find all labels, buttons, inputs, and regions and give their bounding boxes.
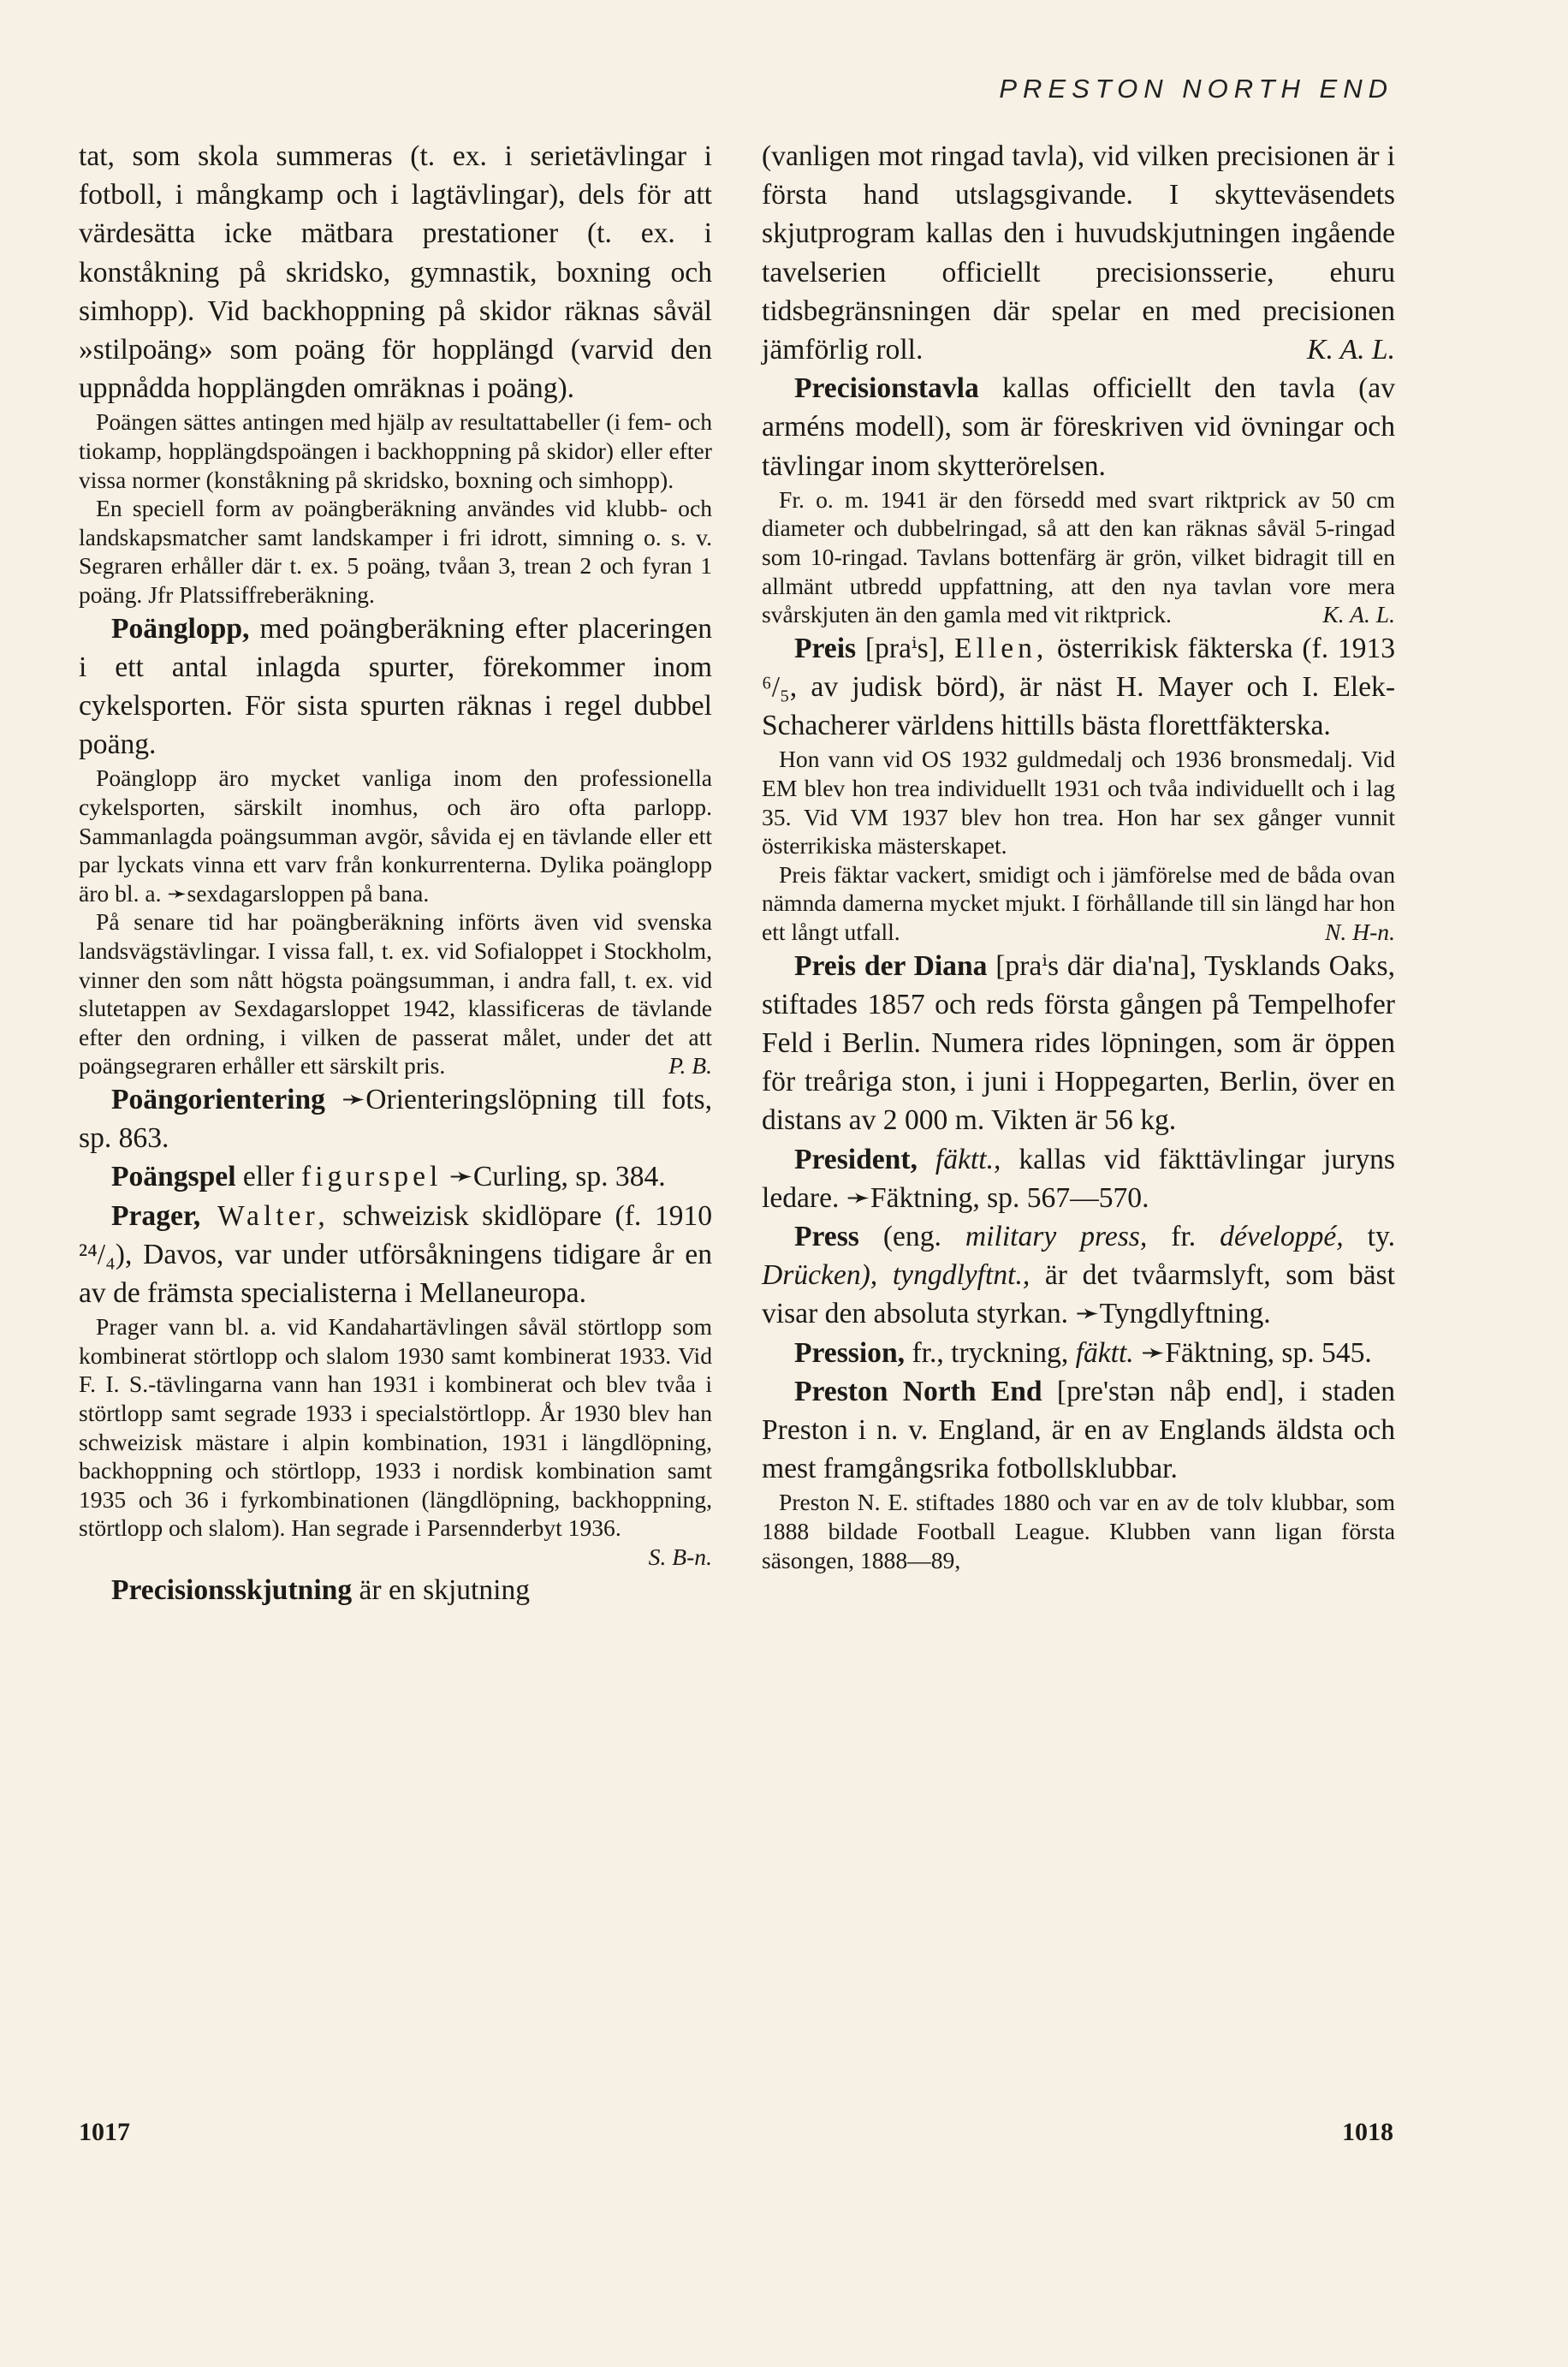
headword-poangorientering: Poängorientering: [111, 1083, 325, 1115]
press-b: fr.: [1147, 1220, 1221, 1252]
press-fr: développé,: [1220, 1220, 1344, 1252]
preis-name: Ellen,: [954, 632, 1048, 664]
precisionsskjutning-cont-text: (vanligen mot ringad tavla), vid vilken precisionen är i första hand utslagsgivande. I skytteväsendets skjutprogram kallas den i huvudskjutningen ingående tavelserien officiellt precisionsserie, ehuru tidsbegränsningen där spelar en med precisionen jämförlig roll.: [762, 140, 1395, 366]
press-eng: military press,: [965, 1220, 1148, 1252]
president-text: kallas vid fäkttävlingar juryns ledare. ➛Fäktning, sp. 567—570.: [762, 1143, 1395, 1214]
precisionsskjutning-text: är en skjutning: [352, 1574, 531, 1607]
headword-preis-der-diana: Preis der Diana: [794, 949, 988, 982]
prager-note: [79, 1312, 712, 1571]
preis-note-2: [762, 860, 1395, 947]
signature-kal-2: K. A. L.: [1322, 601, 1395, 628]
poang-note-2: En speciell form av poängberäkning användes vid klubb- och landskapsmatcher samt landskamper i fri idrott, simning o. s. v. Segraren erhåller där t. ex. 5 poäng, tvåan 3, trean 2 och fyran 1 poäng. Jfr Platssiffreberäkning.: [79, 495, 712, 608]
page-number-left: 1017: [79, 2118, 130, 2146]
prager-note-text: Prager vann bl. a. vid Kandahartävlingen såväl störtlopp som kombinerat störtlopp och slalom 1930 samt kombinerat 1933. Vid F. I. S.-tävlingarna vann han 1931 i kombinerat och blev tvåa i störtlopp samt segrade 1933 i specialstörtlopp. År 1930 blev han schweizisk mästare i alpin kombination, 1931 i längdlöpning, backhoppning och störtlopp, 1933 i nordisk kombination samt 1935 och 36 i fyrkombinationen (längdlöpning, backhoppning, störtlopp och slalom). Han segrade i Parsennderbyt 1936.: [79, 1313, 712, 1542]
press-ty: Drücken),: [762, 1259, 878, 1292]
prager-text: schweizisk skidlöpare (f. 1910 ²⁴/₄), Davos, var under utförsåkningens tidigare år en av de främsta specialisterna i Mellaneuropa.: [79, 1199, 712, 1309]
pression-abbr: fäktt.: [1075, 1336, 1134, 1369]
right-column: [762, 137, 1395, 1574]
poanglopp-note-1: Poänglopp äro mycket vanliga inom den professionella cykelsporten, särskilt inomhus, och äro ofta parlopp. Sammanlagda poängsumman avgör, såvida ej en tävlande eller ett par lyckats vinna ett varv från konkurrenterna. Dylika poänglopp äro bl. a. ➛sexdagarsloppen på bana.: [79, 764, 712, 907]
poangspel-text-2: ➛Curling, sp. 384.: [442, 1161, 666, 1193]
press-a: (eng.: [858, 1220, 965, 1252]
headword-preis: Preis: [794, 632, 857, 664]
entry-preis-der-diana: [762, 947, 1395, 1140]
precisionstavla-note-text: Fr. o. m. 1941 är den försedd med svart riktprick av 50 cm diameter och dubbelringad, så att den kan räknas såväl 5-ringad som 10-ringad. Tavlans bottenfärg är grön, vilket bidragit till en allmänt utbredd uppfattning, att den nya tavlan vore mera svårskjuten än den gamla med vit riktprick.: [762, 485, 1395, 628]
preis-note-1: Hon vann vid OS 1932 guldmedalj och 1936 bronsmedalj. Vid EM blev hon trea individuellt 1931 och tvåa individuellt och i lag 35. Vid VM 1937 blev hon trea. Hon har sex gånger vunnit österrikiska mästerskapet.: [762, 746, 1395, 859]
entry-press: [762, 1217, 1395, 1334]
headword-pression: Pression,: [794, 1336, 906, 1369]
preston-north-end-text: [pre'stən nåþ end], i staden Preston i n. v. England, är en av Englands äldsta och mest framgångsrika fotbollsklubbar.: [762, 1375, 1395, 1485]
precisionstavla-text: kallas officiellt den tavla (av arméns modell), som är föreskriven vid övningar och tävlingar inom skytterörelsen.: [762, 372, 1395, 482]
preis-der-diana-text: [praⁱs där dia'na], Tysklands Oaks, stiftades 1857 och reds första gången på Tempelhofer Feld i Berlin. Numera rides löpningen, som är öppen för treåriga ston, i juni i Hoppegarten, Berlin, över en distans av 2 000 m. Vikten är 56 kg.: [762, 949, 1395, 1137]
poang-continuation: tat, som skola summeras (t. ex. i serietävlingar i fotboll, i mångkamp och i lagtävlingar), dels för att värdesätta icke mätbara prestationer (t. ex. i konståkning på skridsko, gymnastik, boxning och simhopp). Vid backhoppning på skidor räknas såväl »stilpoäng» som poäng för hopplängd (varvid den uppnådda hopplängden omräknas i poäng).: [79, 140, 712, 405]
prager-name: Walter,: [200, 1199, 330, 1232]
headword-poanglopp: Poänglopp,: [111, 612, 250, 645]
poangspel-text-1: eller: [235, 1161, 301, 1193]
press-c: ty.: [1343, 1220, 1395, 1252]
signature-kal-1: K. A. L.: [1307, 334, 1395, 366]
preis-text: österrikisk fäkterska (f. 1913 ⁶/₅, av judisk börd), är näst H. Mayer och I. Elek-Schacherer världens hittills bästa florettfäkterska.: [762, 632, 1395, 742]
page-number-right: 1018: [1342, 2118, 1393, 2146]
preis-note-2-text: Preis fäktar vackert, smidigt och i jämförelse med de båda ovan nämnda damerna mycket mjukt. I förhållande till sin längd har hon ett långt utfall.: [762, 860, 1395, 945]
preis-pronunciation: [praⁱs],: [856, 632, 955, 664]
poangspel-spaced: figurspel: [300, 1161, 442, 1193]
pression-a: fr., tryckning,: [905, 1336, 1076, 1369]
pression-b: ➛Fäktning, sp. 545.: [1133, 1336, 1372, 1369]
running-head: PRESTON NORTH END: [999, 74, 1393, 104]
press-d: [877, 1259, 893, 1291]
entry-prager: [79, 1197, 712, 1313]
headword-precisionstavla: Precisionstavla: [794, 372, 979, 405]
precisionstavla-note: [762, 485, 1395, 629]
signature-pb: P. B.: [668, 1052, 712, 1079]
signature-nhn: N. H-n.: [1324, 918, 1395, 945]
headword-press: Press: [794, 1220, 859, 1252]
poanglopp-note-2: [79, 907, 712, 1080]
entry-poanglopp: [79, 610, 712, 764]
president-abbr: fäktt.,: [917, 1143, 1001, 1175]
entry-poangspel: [79, 1157, 712, 1196]
entry-president: [762, 1140, 1395, 1217]
entry-pression: [762, 1334, 1395, 1372]
poanglopp-note-2-text: På senare tid har poängberäkning införts även vid svenska landsvägstävlingar. I vissa fall, t. ex. vid Sofialoppet i Stockholm, vinner den som nått högsta poängsumman, i andra fall, t. ex. vid slutetappen av Sexdagarsloppet 1942, klassificeras de tävlande efter den ordning, i vilken de passerat målet, under det att poängsegraren erhåller ett särskilt pris.: [79, 908, 712, 1079]
poanglopp-text: med poängberäkning efter placeringen i ett antal inlagda spurter, förekommer inom cykelsporten. För sista spurten räknas i regel dubbel poäng.: [79, 612, 712, 761]
entry-preis: [762, 629, 1395, 746]
headword-prager: Prager,: [111, 1199, 201, 1232]
entry-preston-north-end: [762, 1372, 1395, 1489]
headword-president: President,: [794, 1143, 918, 1175]
headword-poangspel: Poängspel: [111, 1161, 236, 1193]
poangorientering-text: ➛Orienteringslöpning till fots, sp. 863.: [79, 1083, 712, 1155]
entry-poangorientering: [79, 1080, 712, 1157]
headword-precisionsskjutning: Precisionsskjutning: [111, 1574, 353, 1607]
preston-north-end-note: Preston N. E. stiftades 1880 och var en av de tolv klubbar, som 1888 bildade Football League. Klubben vann ligan första säsongen, 1888—89,: [762, 1489, 1395, 1573]
signature-sbn: S. B-n.: [648, 1543, 712, 1570]
entry-precisionsskjutning: [79, 1571, 712, 1609]
headword-preston-north-end: Preston North End: [794, 1375, 1042, 1407]
left-column: [79, 137, 712, 1610]
press-abbr: tyngdlyftnt.,: [892, 1259, 1030, 1292]
press-e: är det tvåarmslyft, som bäst visar den absoluta styrkan. ➛Tyngdlyftning.: [762, 1259, 1395, 1330]
poang-note-1: Poängen sättes antingen med hjälp av resultattabeller (i fem- och tiokamp, hopplängdspoängen i backhoppning på skidor) eller efter vissa normer (konståkning på skridsko, boxning och simhopp).: [79, 408, 712, 493]
precisionsskjutning-continuation: [762, 137, 1395, 369]
entry-precisionstavla: [762, 369, 1395, 485]
